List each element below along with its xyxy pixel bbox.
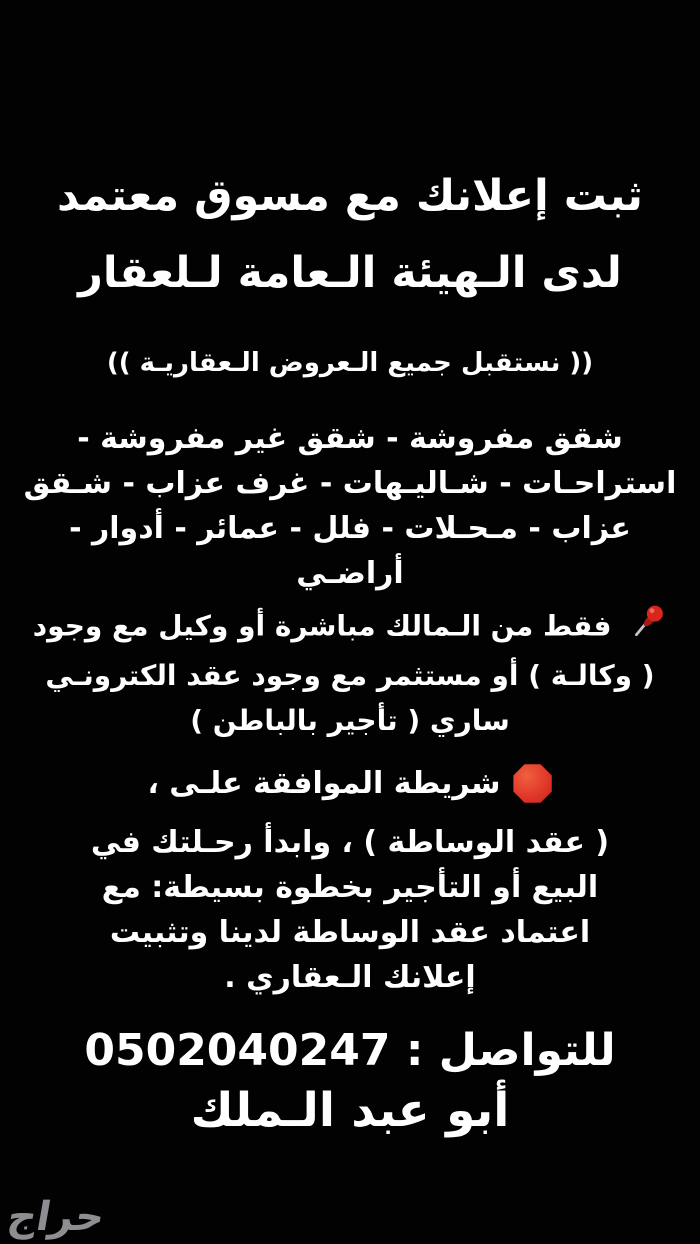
owner-terms-line-1 — [8, 602, 692, 653]
title-line-2: لدى الـهيئة الـعامة لـلعقار — [78, 248, 622, 298]
phone-number: 0502040247 — [84, 1025, 391, 1076]
property-types-line: عزاب - مـحـلات - فلل - عمائر - أدوار - — [69, 511, 631, 546]
poster-subtitle: (( نستقبل جميع الـعروض الـعقاريـة )) — [106, 348, 594, 378]
owner-terms-line-3: ساري ( تأجير بالباطن ) — [190, 704, 510, 737]
contact-section — [10, 1022, 690, 1142]
property-types-line: شقق مفروشة - شقق غير مفروشة - — [77, 421, 623, 456]
contact-label: للتواصل : — [405, 1025, 616, 1076]
contact-name: أبو عبد الـملك — [190, 1083, 510, 1138]
property-types-list — [10, 416, 690, 596]
haraj-watermark — [3, 1194, 690, 1240]
stop-sign-icon — [513, 764, 553, 804]
property-types-line: استراحـات - شـاليـهات - غرف عزاب - شـقق — [23, 466, 677, 501]
approval-line: اعتماد عقد الوساطة لدينا وتثبيت — [109, 915, 591, 950]
poster-title — [18, 158, 682, 312]
owner-terms-paragraph — [8, 602, 692, 743]
property-types-line: أراضـي — [296, 556, 404, 591]
owner-terms-line-2: ( وكالـة ) أو مستثمر مع وجود عقد الكترونـي — [45, 659, 655, 692]
pushpin-icon — [629, 602, 667, 653]
approval-condition-paragraph — [10, 761, 690, 1000]
contact-line — [10, 1022, 690, 1080]
owner-terms-text: فقط من الـمالك مباشرة أو وكيل مع وجود — [32, 609, 612, 643]
approval-line: إعلانك الـعقاري . — [224, 960, 476, 995]
approval-line: ( عقد الوساطة ) ، وابدأ رحـلتك في — [90, 825, 610, 860]
approval-line: البيع أو التأجير بخطوة بسيطة: مع — [101, 870, 599, 905]
approval-heading — [10, 761, 690, 806]
title-line-1: ثبت إعلانك مع مسوق معتمد — [57, 171, 643, 221]
approval-heading-text: شريطة الموافقة علـى ، — [147, 766, 501, 801]
haraj-logo-text: حراج — [3, 1194, 109, 1240]
